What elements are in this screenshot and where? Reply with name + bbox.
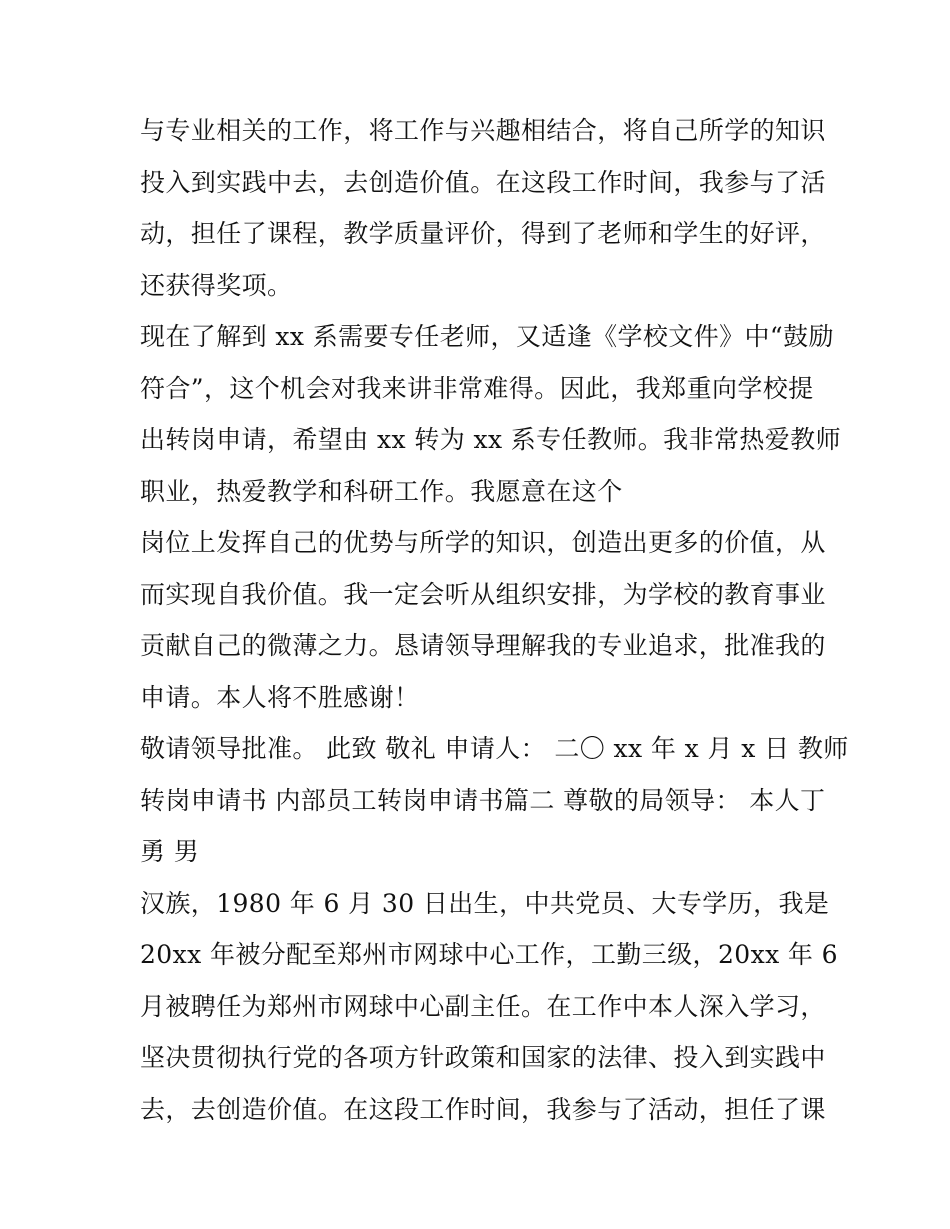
text-line: 转岗申请书 内部员工转岗申请书篇二 尊敬的局领导： 本人丁 (140, 785, 826, 815)
text-line: 敬请领导批准。 此致 敬礼 申请人： 二〇 xx 年 x 月 x 日 教师 (140, 734, 849, 763)
text-line: 与专业相关的工作，将工作与兴趣相结合，将自己所学的知识 (140, 116, 826, 145)
text-line: 月被聘任为郑州市网球中心副主任。在工作中本人深入学习， (140, 991, 826, 1021)
text-line: 而实现自我价值。我一定会听从组织安排，为学校的教育事业 (140, 579, 826, 609)
text-line: 申请。本人将不胜感谢！ (140, 682, 420, 712)
text-line: 20xx 年被分配至郑州市网球中心工作，工勤三级，20xx 年 6 (140, 940, 838, 969)
text-line: 出转岗申请，希望由 xx 转为 xx 系专任教师。我非常热爱教师 (140, 425, 841, 454)
text-line: 职业，热爱教学和科研工作。我愿意在这个 (140, 476, 623, 506)
text-line: 汉族，1980 年 6 月 30 日出生，中共党员、大专学历，我是 (140, 888, 830, 918)
text-line: 动，担任了课程，教学质量评价，得到了老师和学生的好评， (140, 219, 826, 248)
text-line: 岗位上发挥自己的优势与所学的知识，创造出更多的价值，从 (140, 528, 826, 557)
text-line: 还获得奖项。 (140, 270, 293, 300)
text-line: 贡献自己的微薄之力。恳请领导理解我的专业追求，批准我的 (140, 631, 826, 660)
text-line: 投入到实践中去，去创造价值。在这段工作时间，我参与了活 (140, 167, 826, 197)
document-body (140, 105, 849, 1135)
text-line: 去，去创造价值。在这段工作时间，我参与了活动，担任了课 (140, 1094, 826, 1124)
text-line: 符合”，这个机会对我来讲非常难得。因此，我郑重向学校提 (140, 373, 814, 403)
text-line: 现在了解到 xx 系需要专任老师，又适逢《学校文件》中“鼓励 (140, 322, 834, 351)
text-line: 坚决贯彻执行党的各项方针政策和国家的法律、投入到实践中 (140, 1043, 826, 1072)
text-line: 勇 男 (140, 837, 200, 866)
